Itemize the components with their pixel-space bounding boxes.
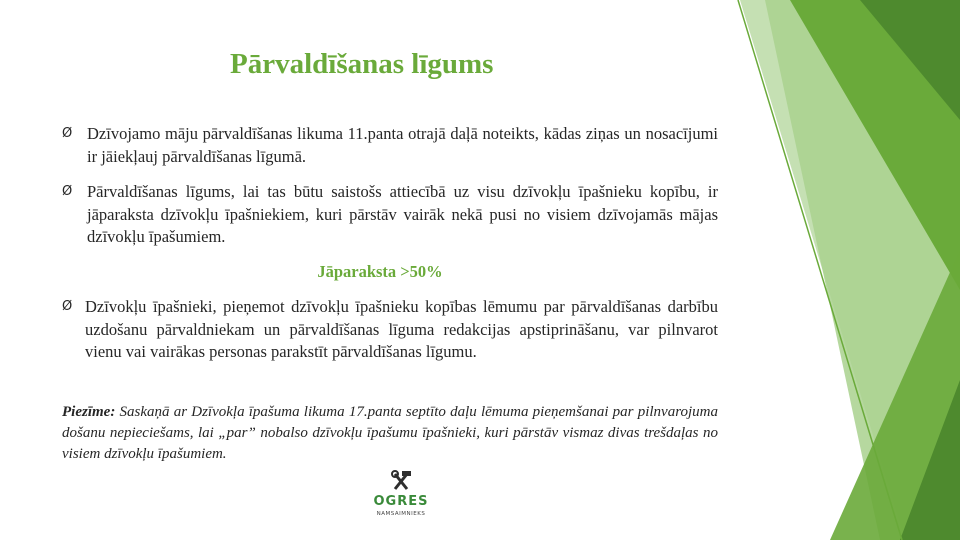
- highlight-text: Jāparaksta >50%: [317, 262, 443, 281]
- footnote-label: Piezīme:: [62, 404, 116, 420]
- slide-title: Pārvaldīšanas līgums: [230, 48, 494, 80]
- hammer-key-icon: [366, 470, 436, 494]
- arrow-bullet-icon: Ø: [62, 184, 73, 199]
- bullet-text: Pārvaldīšanas līgums, lai tas būtu saistošs attiecībā uz visu dzīvokļu īpašnieku kopību, ir jāparaksta dzīvokļu īpašniekiem, kuri pārstāv vairāk nekā pusi no visiem dzīvojamās mājas dzīvokļu īpašumiem.: [87, 182, 718, 246]
- bullet-text: Dzīvokļu īpašnieki, pieņemot dzīvokļu īpašnieku kopības lēmumu par pārvaldīšanas darbību uzdošanu pārvaldniekam un pārvaldīšanas līguma redakcijas apstiprināšanu, var pilnvarot vienu vai vairākas personas parakstīt pārvaldīšanas līgumu.: [85, 297, 718, 361]
- company-logo: [366, 470, 436, 522]
- arrow-bullet-icon: Ø: [62, 126, 73, 141]
- bullet-text: Dzīvojamo māju pārvaldīšanas likuma 11.panta otrajā daļā noteikts, kādas ziņas un nosacījumi ir jāiekļauj pārvaldīšanas līgumā.: [87, 124, 718, 166]
- arrow-bullet-icon: Ø: [62, 299, 73, 314]
- bullet-item: [62, 296, 718, 364]
- footnote: [62, 402, 718, 465]
- logo-subtitle: NAMSAIMNIEKS: [376, 511, 426, 517]
- bullet-item: [62, 181, 718, 249]
- logo-name: OGRES: [373, 494, 429, 509]
- bullet-item: [62, 123, 718, 168]
- footnote-text: Saskaņā ar Dzīvokļa īpašuma likuma 17.panta septīto daļu lēmuma pieņemšanai par pilnvarojuma došanu nepieciešams, lai „par” nobalso dzīvokļu īpašumu īpašnieki, kuri pārstāv vismaz divas trešdaļas no visiem dzīvokļu īpašumiem.: [62, 404, 718, 462]
